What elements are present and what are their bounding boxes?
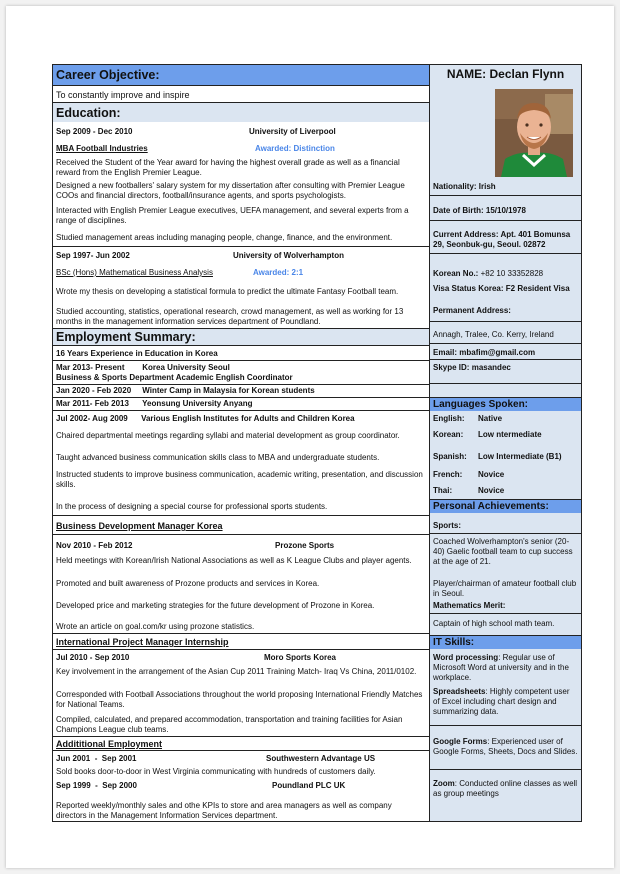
candidate-name: NAME: Declan Flynn bbox=[446, 67, 565, 81]
resume-page bbox=[6, 6, 614, 868]
nationality: Nationality: Irish bbox=[433, 182, 496, 191]
sports-achievement-2: Player/chairman of amateur football club in Seoul. bbox=[433, 579, 577, 598]
korea-p4: In the process of designing a special course for professional sports students. bbox=[56, 502, 328, 511]
prozone-p1: Held meetings with Korean/Irish National Associations as well as K League Clubs and player agents. bbox=[56, 556, 412, 565]
edu2-p1: Wrote my thesis on developing a statistical formula to predict the ultimate Fantasy Football team. bbox=[56, 287, 399, 296]
korea-row4: Jul 2002- Aug 2009 Various English Institutes for Adults and Children Korea bbox=[56, 414, 355, 423]
employment-heading: Employment Summary: bbox=[53, 328, 429, 346]
permanent-address: Annagh, Tralee, Co. Kerry, Ireland bbox=[433, 330, 554, 339]
edu1-degree: MBA Football Industries bbox=[56, 144, 148, 153]
it-word-processing: Word processing: Regular use of Microsoft Word at university and in the workplace. bbox=[433, 653, 569, 682]
edu1-p3: Interacted with English Premier League executives, UEFA management, and several experts from a range of disciplines. bbox=[56, 206, 409, 225]
moro-title: International Project Manager Internship bbox=[56, 637, 229, 647]
edu1-p2: Designed a new footballers' salary system for my dissertation after consulting with Premier League COOs and financial directors, football/insurance agents, and sports psychologists. bbox=[56, 181, 405, 200]
edu1-award: Awarded: Distinction bbox=[255, 144, 335, 153]
additional-p2: Reported weekly/monthly sales and othe KPIs to store and area managers as well as company directors in the Management Information Services department. bbox=[56, 801, 392, 820]
language-spanish: Spanish: Low Intermediate (B1) bbox=[433, 452, 562, 461]
additional-company1: Southwestern Advantage US bbox=[266, 754, 376, 763]
korea-row1a: Mar 2013- Present Korea University Seoul bbox=[56, 363, 230, 372]
it-google-forms: Google Forms: Experienced user of Google Forms, Sheets, Docs and Slides. bbox=[433, 737, 578, 756]
achievements-heading: Personal Achievements: bbox=[430, 499, 581, 513]
korean-phone: Korean No.: +82 10 33352828 bbox=[433, 269, 544, 278]
career-objective-text: To constantly improve and inspire bbox=[56, 90, 190, 100]
language-korean: Korean: Low ntermediate bbox=[433, 430, 542, 439]
sports-achievement-1: Coached Wolverhampton's senior (20-40) Gaelic football team to cup success at the age of 21. bbox=[433, 537, 573, 566]
edu1-dates: Sep 2009 - Dec 2010 bbox=[56, 127, 133, 136]
math-achievement: Captain of high school math team. bbox=[433, 619, 555, 628]
profile-photo bbox=[495, 89, 573, 177]
sports-label: Sports: bbox=[433, 521, 461, 530]
edu2-award: Awarded: 2:1 bbox=[253, 268, 304, 277]
it-skills-heading: IT Skills: bbox=[430, 635, 581, 649]
skype-id: Skype ID: masandec bbox=[433, 363, 511, 372]
korea-row1b: Business & Sports Department Academic English Coordinator bbox=[56, 373, 293, 382]
korea-p2: Taught advanced business communication skills class to MBA and undergraduate students. bbox=[56, 453, 380, 462]
email: Email: mbafim@gmail.com bbox=[433, 348, 536, 357]
language-french: French: Novice bbox=[433, 470, 505, 479]
prozone-dates: Nov 2010 - Feb 2012 bbox=[56, 541, 133, 550]
edu1-p1: Received the Student of the Year award for having the highest overall grade as well as a financial reward from the English Premier League. bbox=[56, 158, 400, 177]
it-zoom: Zoom: Conducted online classes as well as group meetings bbox=[433, 779, 578, 798]
additional-company2: Poundland PLC UK bbox=[272, 781, 346, 790]
moro-p1: Key involvement in the arrangement of the Asian Cup 2011 Training Match- Iraq Vs China, 2011/0102. bbox=[56, 667, 417, 676]
education-heading: Education: bbox=[53, 102, 429, 122]
edu2-school: University of Wolverhampton bbox=[233, 251, 344, 260]
current-address: Current Address: Apt. 401 Bomunsa 29, Seonbuk-gu, Seoul. 02872 bbox=[433, 230, 571, 249]
additional-dates2: Sep 1999 - Sep 2000 bbox=[56, 781, 137, 790]
permanent-address-label: Permanent Address: bbox=[433, 306, 511, 315]
language-english: English: Native bbox=[433, 414, 503, 423]
prozone-company: Prozone Sports bbox=[275, 541, 335, 550]
edu2-degree: BSc (Hons) Mathematical Business Analysis bbox=[56, 268, 213, 277]
additional-dates1: Jun 2001 - Sep 2001 bbox=[56, 754, 137, 763]
left-column bbox=[53, 65, 430, 821]
korea-row2: Jan 2020 - Feb 2020 Winter Camp in Malaysia for Korean students bbox=[56, 386, 315, 395]
korea-p3: Instructed students to improve business communication, academic writing, presentation, and discussion skills. bbox=[56, 470, 423, 489]
edu2-p2: Studied accounting, statistics, operational research, crowd management, as well as working for 13 months in the management information services department of Poundland. bbox=[56, 307, 404, 326]
prozone-p2: Promoted and built awareness of Prozone products and services in Korea. bbox=[56, 579, 320, 588]
right-column bbox=[430, 65, 581, 821]
languages-heading: Languages Spoken: bbox=[430, 397, 581, 411]
date-of-birth: Date of Birth: 15/10/1978 bbox=[433, 206, 526, 215]
career-objective-heading: Career Objective: bbox=[53, 65, 429, 85]
resume-frame bbox=[52, 64, 582, 822]
moro-p3: Compiled, calculated, and prepared accommodation, transportation and training facilities for Asian Champions League club teams. bbox=[56, 715, 403, 734]
additional-p1: Sold books door-to-door in West Virginia communicating with hundreds of customers daily. bbox=[56, 767, 376, 776]
language-thai: Thai: Novice bbox=[433, 486, 505, 495]
additional-title: Addititional Employment bbox=[56, 739, 163, 749]
edu1-p4: Studied management areas including managing people, change, finance, and the environment. bbox=[56, 233, 393, 242]
moro-company: Moro Sports Korea bbox=[264, 653, 337, 662]
moro-dates: Jul 2010 - Sep 2010 bbox=[56, 653, 130, 662]
korea-p1: Chaired departmental meetings regarding syllabi and material development as group coordinator. bbox=[56, 431, 400, 440]
korea-title: 16 Years Experience in Education in Korea bbox=[56, 349, 218, 358]
math-merit-label: Mathematics Merit: bbox=[433, 601, 506, 610]
prozone-title: Business Development Manager Korea bbox=[56, 521, 223, 531]
prozone-p3: Developed price and marketing strategies for the future development of Prozone in Korea. bbox=[56, 601, 375, 610]
moro-p2: Corresponded with Football Associations throughout the world proposing International Friendly Matches for National Teams. bbox=[56, 690, 423, 709]
it-spreadsheets: Spreadsheets: Highly competent user of Excel including chart design and summarizing data. bbox=[433, 687, 570, 716]
edu2-dates: Sep 1997- Jun 2002 bbox=[56, 251, 130, 260]
visa-status: Visa Status Korea: F2 Resident Visa bbox=[433, 284, 570, 293]
korea-row3: Mar 2011- Feb 2013 Yeonsung University Anyang bbox=[56, 399, 253, 408]
edu1-school: University of Liverpool bbox=[249, 127, 336, 136]
prozone-p4: Wrote an article on goal.com/kr using prozone statistics. bbox=[56, 622, 255, 631]
